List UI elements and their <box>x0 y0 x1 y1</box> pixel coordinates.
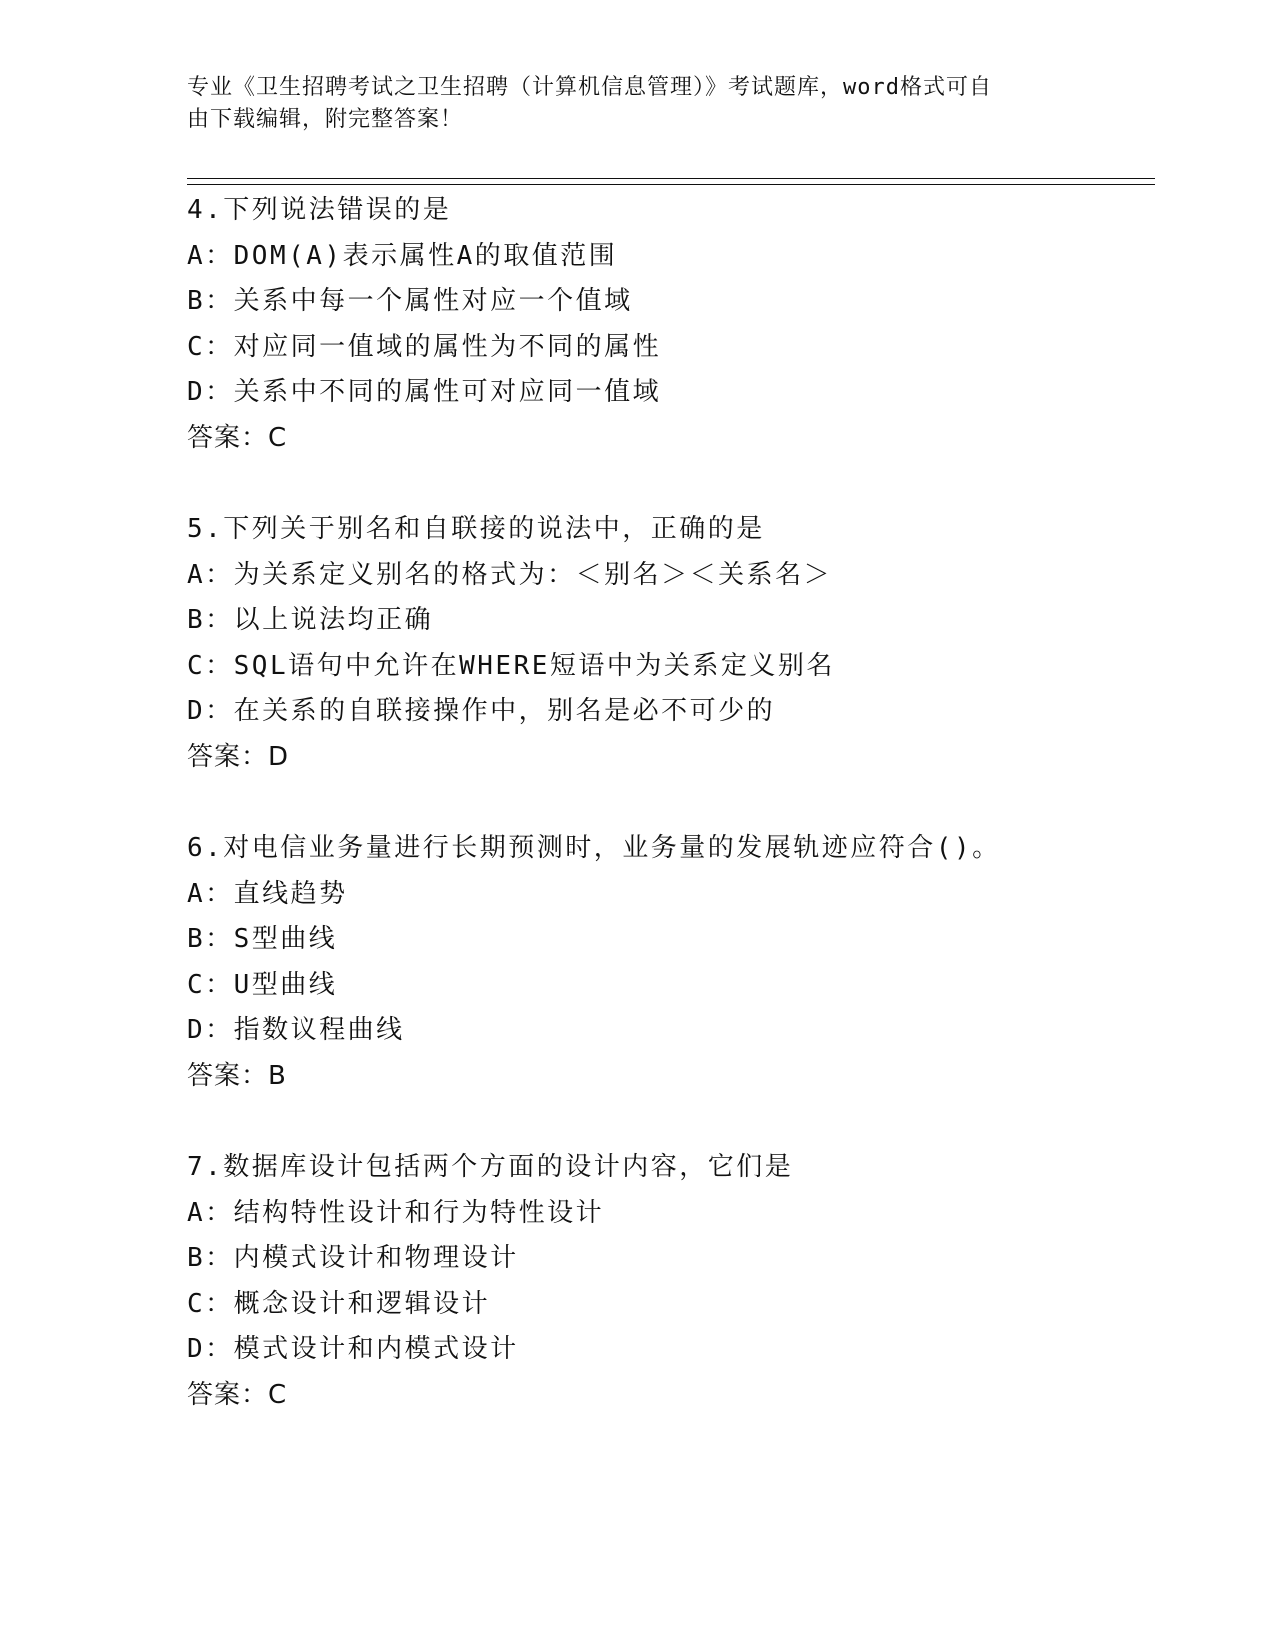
answer-text: 答案：D <box>187 741 290 772</box>
question-5 <box>187 507 1147 780</box>
question-6 <box>187 826 1147 1099</box>
answer-text: 答案：C <box>187 422 288 453</box>
header-double-rule <box>187 178 1155 185</box>
question-stem: 4.下列说法错误的是 <box>187 195 452 225</box>
question-stem: 6.对电信业务量进行长期预测时，业务量的发展轨迹应符合()。 <box>187 833 1001 863</box>
option-d: D：指数议程曲线 <box>187 1015 405 1045</box>
option-b: B：以上说法均正确 <box>187 605 434 635</box>
option-b: B：内模式设计和物理设计 <box>187 1243 519 1273</box>
option-a: A：DOM(A)表示属性A的取值范围 <box>187 240 618 271</box>
option-b: B：关系中每一个属性对应一个值域 <box>187 286 633 316</box>
option-a: A：直线趋势 <box>187 878 348 909</box>
question-stem: 5.下列关于别名和自联接的说法中，正确的是 <box>187 514 765 544</box>
header-line-1: 专业《卫生招聘考试之卫生招聘（计算机信息管理）》考试题库，word格式可自 <box>187 75 992 100</box>
document-header <box>187 72 1067 136</box>
option-c: C：U型曲线 <box>187 969 338 1000</box>
answer-text: 答案：C <box>187 1379 288 1410</box>
question-list <box>187 188 1147 1464</box>
option-a: A：为关系定义别名的格式为：＜别名＞＜关系名＞ <box>187 559 833 590</box>
option-d: D：关系中不同的属性可对应同一值域 <box>187 377 662 407</box>
option-b: B：S型曲线 <box>187 924 338 954</box>
option-d: D：模式设计和内模式设计 <box>187 1334 519 1364</box>
option-c: C：对应同一值域的属性为不同的属性 <box>187 331 662 362</box>
answer-text: 答案：B <box>187 1060 287 1091</box>
option-a: A：结构特性设计和行为特性设计 <box>187 1197 605 1228</box>
header-line-2: 由下载编辑，附完整答案！ <box>187 107 464 132</box>
option-d: D：在关系的自联接操作中，别名是必不可少的 <box>187 696 776 726</box>
question-stem: 7.数据库设计包括两个方面的设计内容，它们是 <box>187 1152 794 1182</box>
question-4 <box>187 188 1147 461</box>
option-c: C：SQL语句中允许在WHERE短语中为关系定义别名 <box>187 650 835 681</box>
question-7 <box>187 1145 1147 1418</box>
option-c: C：概念设计和逻辑设计 <box>187 1288 491 1319</box>
